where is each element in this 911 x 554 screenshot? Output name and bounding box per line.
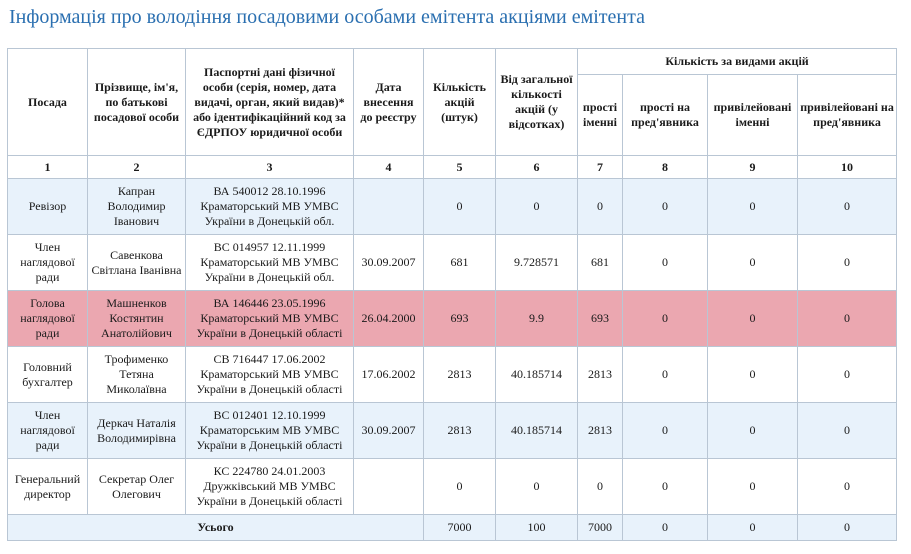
- cell-registry-date: [354, 459, 424, 515]
- cell-passport: КС 224780 24.01.2003 Дружківський МВ УМВС України в Донецькій області: [186, 459, 354, 515]
- cell-registry-date: 30.09.2007: [354, 235, 424, 291]
- cell-ordinary-bearer: 0: [623, 235, 708, 291]
- cell-registry-date: 30.09.2007: [354, 403, 424, 459]
- header-passport: Паспортні дані фізичної особи (серія, номер, дата видачі, орган, який видав)* або ідентифікаційний код за ЄДРПОУ юридичної особи: [186, 49, 354, 156]
- column-number: 5: [424, 156, 496, 179]
- table-row-highlighted: [8, 291, 897, 347]
- cell-full-name: Савенкова Світлана Іванівна: [88, 235, 186, 291]
- column-number: 2: [88, 156, 186, 179]
- cell-share-count: 693: [424, 291, 496, 347]
- cell-ordinary-registered: 2813: [578, 403, 623, 459]
- cell-ordinary-bearer: 0: [623, 403, 708, 459]
- cell-share-count: 0: [424, 179, 496, 235]
- cell-position: Член наглядової ради: [8, 403, 88, 459]
- cell-ordinary-registered: 693: [578, 291, 623, 347]
- cell-ordinary-bearer: 0: [623, 347, 708, 403]
- cell-passport: ВС 014957 12.11.1999 Краматорський МВ УМВС України в Донецькій обл.: [186, 235, 354, 291]
- column-number: 7: [578, 156, 623, 179]
- table-row: [8, 179, 897, 235]
- cell-ordinary-bearer: 0: [623, 459, 708, 515]
- cell-ordinary-bearer: 0: [623, 291, 708, 347]
- header-ordinary-bearer: прості на пред'явника: [623, 75, 708, 156]
- column-number-row: [8, 156, 897, 179]
- column-number: 6: [496, 156, 578, 179]
- cell-preferred-registered: 0: [708, 459, 798, 515]
- cell-position: Ревізор: [8, 179, 88, 235]
- cell-share-percent: 40.185714: [496, 403, 578, 459]
- cell-share-percent: 0: [496, 459, 578, 515]
- header-registry-date: Дата внесення до реєстру: [354, 49, 424, 156]
- column-number: 10: [798, 156, 897, 179]
- cell-position: Головний бухгалтер: [8, 347, 88, 403]
- column-number: 8: [623, 156, 708, 179]
- cell-full-name: Машненков Костянтин Анатолійович: [88, 291, 186, 347]
- table-row: [8, 347, 897, 403]
- cell-passport: ВА 146446 23.05.1996 Краматорський МВ УМВС України в Донецькій області: [186, 291, 354, 347]
- cell-share-percent: 40.185714: [496, 347, 578, 403]
- total-label: Усього: [8, 515, 424, 541]
- header-share-percent: Від загальної кількості акцій (у відсотках): [496, 49, 578, 156]
- total-preferred-bearer: 0: [798, 515, 897, 541]
- cell-preferred-bearer: 0: [798, 179, 897, 235]
- cell-share-percent: 9.728571: [496, 235, 578, 291]
- cell-registry-date: 26.04.2000: [354, 291, 424, 347]
- column-number: 3: [186, 156, 354, 179]
- cell-share-count: 2813: [424, 347, 496, 403]
- cell-preferred-bearer: 0: [798, 235, 897, 291]
- table-row: [8, 235, 897, 291]
- column-number: 1: [8, 156, 88, 179]
- total-ordinary-registered: 7000: [578, 515, 623, 541]
- cell-preferred-registered: 0: [708, 179, 798, 235]
- total-share-count: 7000: [424, 515, 496, 541]
- header-ordinary-registered: прості іменні: [578, 75, 623, 156]
- cell-passport: ВС 012401 12.10.1999 Краматорським МВ УМВС України в Донецькій області: [186, 403, 354, 459]
- table-row: [8, 459, 897, 515]
- total-row: [8, 515, 897, 541]
- cell-ordinary-registered: 2813: [578, 347, 623, 403]
- cell-preferred-bearer: 0: [798, 291, 897, 347]
- cell-full-name: Деркач Наталія Володимирівна: [88, 403, 186, 459]
- cell-share-count: 681: [424, 235, 496, 291]
- cell-preferred-bearer: 0: [798, 347, 897, 403]
- cell-full-name: Трофименко Тетяна Миколаївна: [88, 347, 186, 403]
- cell-full-name: Секретар Олег Олегович: [88, 459, 186, 515]
- cell-position: Генеральний директор: [8, 459, 88, 515]
- header-share-count: Кількість акцій (штук): [424, 49, 496, 156]
- table-row: [8, 403, 897, 459]
- cell-registry-date: 17.06.2002: [354, 347, 424, 403]
- cell-passport: СВ 716447 17.06.2002 Краматорський МВ УМВС України в Донецькій області: [186, 347, 354, 403]
- header-full-name: Прізвище, ім'я, по батькові посадової особи: [88, 49, 186, 156]
- cell-preferred-registered: 0: [708, 347, 798, 403]
- cell-share-count: 2813: [424, 403, 496, 459]
- header-preferred-bearer: привілейовані на пред'явника: [798, 75, 897, 156]
- cell-registry-date: [354, 179, 424, 235]
- cell-ordinary-registered: 681: [578, 235, 623, 291]
- header-share-types-group: Кількість за видами акцій: [578, 49, 897, 75]
- cell-position: Голова наглядової ради: [8, 291, 88, 347]
- cell-preferred-registered: 0: [708, 403, 798, 459]
- total-preferred-registered: 0: [708, 515, 798, 541]
- cell-preferred-bearer: 0: [798, 403, 897, 459]
- cell-preferred-registered: 0: [708, 235, 798, 291]
- column-number: 9: [708, 156, 798, 179]
- cell-ordinary-bearer: 0: [623, 179, 708, 235]
- cell-ordinary-registered: 0: [578, 459, 623, 515]
- cell-share-percent: 0: [496, 179, 578, 235]
- header-preferred-registered: привілейовані іменні: [708, 75, 798, 156]
- cell-preferred-registered: 0: [708, 291, 798, 347]
- header-position: Посада: [8, 49, 88, 156]
- total-share-percent: 100: [496, 515, 578, 541]
- column-number: 4: [354, 156, 424, 179]
- page-title: Інформація про володіння посадовими особами емітента акціями емітента: [9, 6, 645, 28]
- cell-passport: ВА 540012 28.10.1996 Краматорський МВ УМВС України в Донецькій обл.: [186, 179, 354, 235]
- cell-share-count: 0: [424, 459, 496, 515]
- cell-position: Член наглядової ради: [8, 235, 88, 291]
- total-ordinary-bearer: 0: [623, 515, 708, 541]
- cell-ordinary-registered: 0: [578, 179, 623, 235]
- officials-shares-table: [7, 48, 897, 541]
- cell-share-percent: 9.9: [496, 291, 578, 347]
- cell-full-name: Капран Володимир Іванович: [88, 179, 186, 235]
- cell-preferred-bearer: 0: [798, 459, 897, 515]
